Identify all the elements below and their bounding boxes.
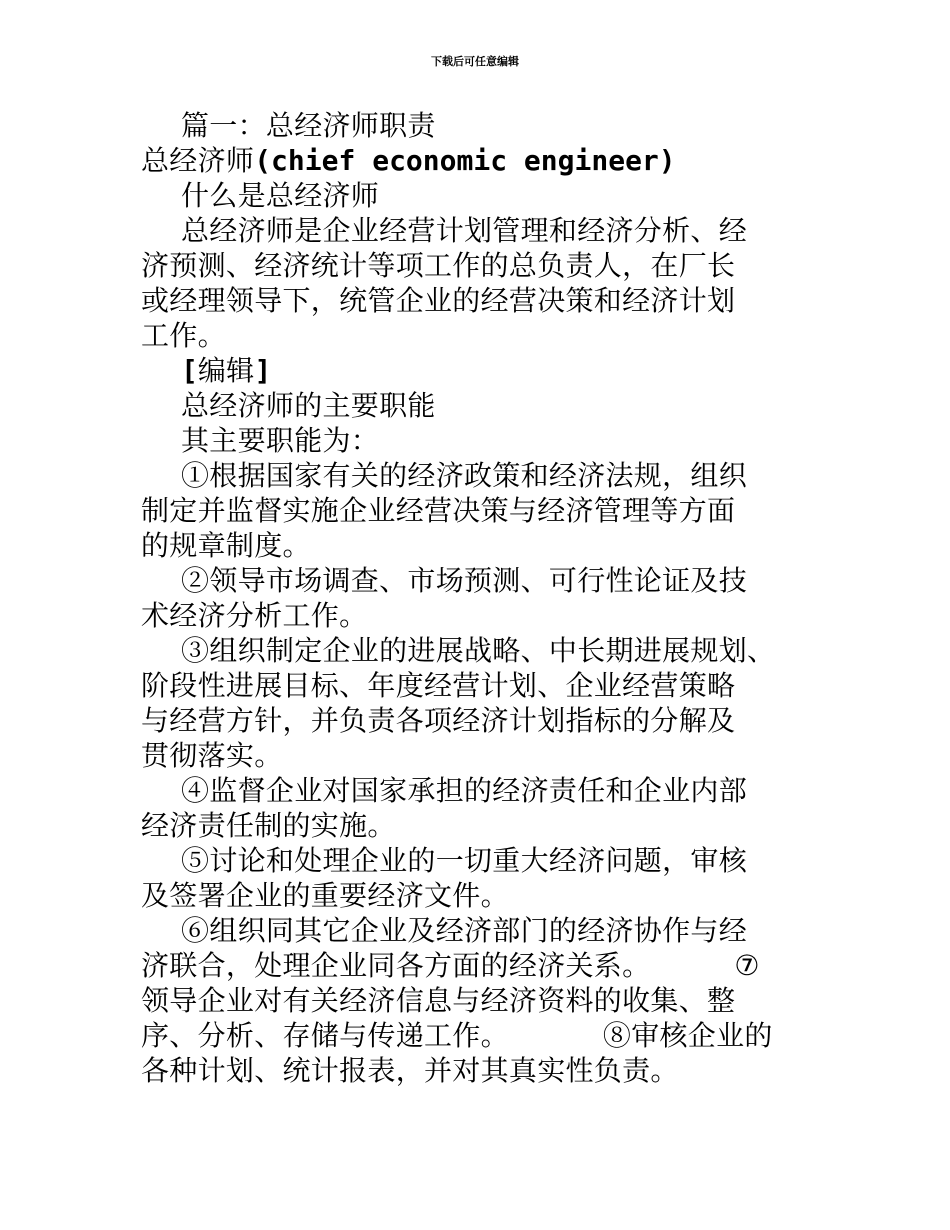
function-item-line: 阶段性进展目标、年度经营计划、企业经营策略 [141, 669, 736, 702]
edit-bracket-open: [ [181, 354, 198, 387]
function-item-line: ⑤讨论和处理企业的一切重大经济问题，审核 [181, 844, 748, 877]
document-subtitle [141, 143, 821, 178]
function-item-line: ③组织制定企业的进展战略、中长期进展规划、 [181, 634, 776, 667]
function-item-line: 制定并监督实施企业经营决策与经济管理等方面 [141, 494, 736, 527]
page-header: 下载后可任意编辑 [431, 55, 519, 68]
functions-intro: 其主要职能为： [181, 424, 380, 457]
function-item-line: ④监督企业对国家承担的经济责任和企业内部 [181, 774, 748, 807]
function-item-line: 经济责任制的实施。 [141, 809, 396, 842]
subtitle-chinese: 总经济师 [141, 144, 255, 177]
function-item-line: 与经营方针，并负责各项经济计划指标的分解及 [141, 704, 736, 737]
item7-marker: ⑦ [734, 949, 760, 982]
definition-line: 或经理领导下，统管企业的经营决策和经济计划 [141, 284, 736, 317]
function-item-line: 贯彻落实。 [141, 739, 283, 772]
definition-line: 总经济师是企业经营计划管理和经济分析、经 [181, 214, 748, 247]
edit-link[interactable] [141, 353, 821, 388]
item8-start: ⑧审核企业的 [602, 1019, 773, 1052]
function-item-line [141, 948, 821, 983]
function-item-line: 及签署企业的重要经济文件。 [141, 879, 509, 912]
section-heading-functions: 总经济师的主要职能 [181, 389, 436, 422]
document-body [141, 108, 821, 1088]
edit-bracket-close: ] [254, 354, 272, 387]
edit-link-text: 编辑 [197, 354, 255, 387]
function-item-line [141, 1018, 821, 1053]
function-item-line: ①根据国家有关的经济政策和经济法规，组织 [181, 459, 748, 492]
definition-line: 济预测、经济统计等项工作的总负责人，在厂长 [141, 249, 736, 282]
function-item-line: 领导企业对有关经济信息与经济资料的收集、整 [141, 984, 736, 1017]
definition-line: 工作。 [141, 319, 226, 352]
subtitle-english: (chief economic engineer) [254, 144, 676, 177]
function-item-line: ⑥组织同其它企业及经济部门的经济协作与经 [181, 914, 748, 947]
function-item-line: 的规章制度。 [141, 529, 311, 562]
function-item-line: 术经济分析工作。 [141, 599, 368, 632]
document-title: 篇一：总经济师职责 [181, 109, 436, 142]
item6-tail: 济联合，处理企业同各方面的经济关系。 [141, 949, 651, 982]
item7-tail: 序、分析、存储与传递工作。 [141, 1019, 509, 1052]
section-heading-what: 什么是总经济师 [181, 179, 380, 212]
function-item-line: 各种计划、统计报表，并对其真实性负责。 [141, 1054, 679, 1087]
function-item-line: ②领导市场调查、市场预测、可行性论证及技 [181, 564, 748, 597]
